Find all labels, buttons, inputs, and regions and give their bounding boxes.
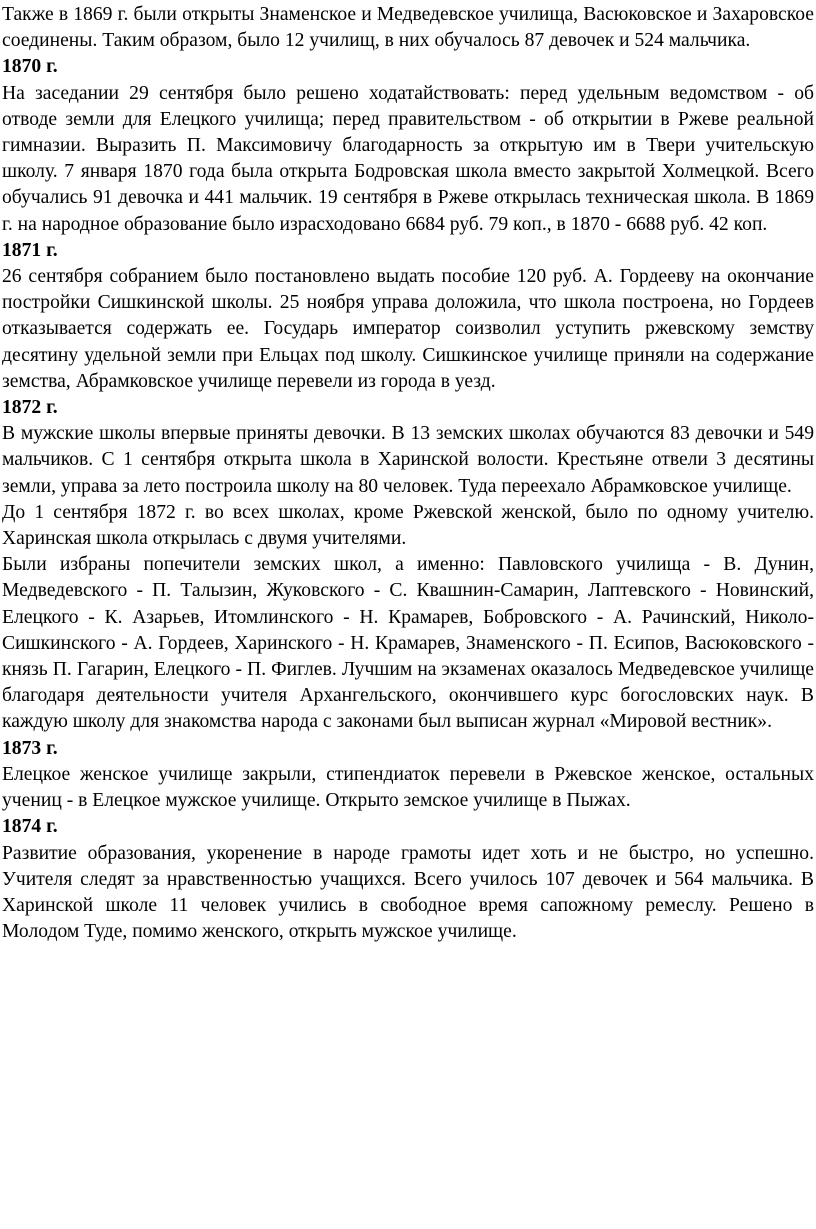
heading-1871: 1871 г. bbox=[2, 239, 58, 261]
heading-1870: 1870 г. bbox=[2, 56, 58, 78]
heading-1873: 1873 г. bbox=[2, 737, 58, 759]
heading-1874: 1874 г. bbox=[2, 816, 58, 838]
paragraph-1872-teachers: До 1 сентября 1872 г. во всех школах, кроме Ржевской женской, было по одному учителю. Харинская школа открылась с двумя учителями. bbox=[2, 501, 814, 550]
paragraph-1874: Развитие образования, укоренение в народе грамоты идет хоть и не быстро, но успешно. Учителя следят за нравственностью учащихся. Всего училось 107 девочек и 564 мальчика. В Харинской школе 11 человек учились в свободное время сапожному ремеслу. Решено в Молодом Туде, помимо женского, открыть мужское училище. bbox=[2, 842, 814, 943]
paragraph-1872-trustees: Были избраны попечители земских школ, а именно: Павловского училища - В. Дунин, Медведевского - П. Талызин, Жуковского - С. Квашнин-Самарин, Лаптевского - Новинский, Елецкого - К. Азарьев, Итомлинского - Н. Крамарев, Бобровского - А. Рачинский, Николо-Сишкинского - А. Гордеев, Харинского - Н. Крамарев, Знаменского - П. Есипов, Васюковского - князь П. Гагарин, Елецкого - П. Фиглев. Лучшим на экзаменах оказалось Медведевское училище благодаря деятельности учителя Архангельского, окончившего курс богословских наук. В каждую школу для знакомства народа с законами был выписан журнал «Мировой вестник». bbox=[2, 554, 814, 733]
paragraph-1869: Также в 1869 г. были открыты Знаменское и Медведевское училища, Васюковское и Захаровское соединены. Таким образом, было 12 училищ, в них обучалось 87 девочек и 524 мальчика. bbox=[2, 4, 814, 52]
paragraph-1872-girls: В мужские школы впервые приняты девочки. В 13 земских школах обучаются 83 девочки и 549 мальчиков. С 1 сентября открыта школа в Харинской волости. Крестьяне отвели 3 десятины земли, управа за лето построила школу на 80 человек. Туда переехало Абрамковское училище. bbox=[2, 423, 814, 497]
paragraph-1871: 26 сентября собранием было постановлено выдать пособие 120 руб. А. Гордееву на окончание постройки Сишкинской школы. 25 ноября управа доложила, что школа построена, но Гордеев отказывается содержать ее. Государь император соизволил уступить ржевскому земству десятину удельной земли при Ельцах под школу. Сишкинское училище приняли на содержание земства, Абрамковское училище перевели из города в уезд. bbox=[2, 266, 814, 392]
heading-1872: 1872 г. bbox=[2, 397, 58, 419]
paragraph-1870: На заседании 29 сентября было решено ходатайствовать: перед удельным ведомством - об отводе земли для Елецкого училища; перед правительством - об открытии в Ржеве реальной гимназии. Выразить П. Максимовичу благодарность за открытую им в Твери учительскую школу. 7 января 1870 года была открыта Бодровская школа вместо закрытой Холмецкой. Всего обучались 91 девочка и 441 мальчик. 19 сентября в Ржеве открылась техническая школа. В 1869 г. на народное образование было израсходовано 6684 руб. 79 коп., в 1870 - 6688 руб. 42 коп. bbox=[2, 82, 814, 235]
paragraph-1873: Елецкое женское училище закрыли, стипендиаток перевели в Ржевское женское, остальных учениц - в Елецкое мужское училище. Открыто земское училище в Пыжах. bbox=[2, 763, 814, 812]
